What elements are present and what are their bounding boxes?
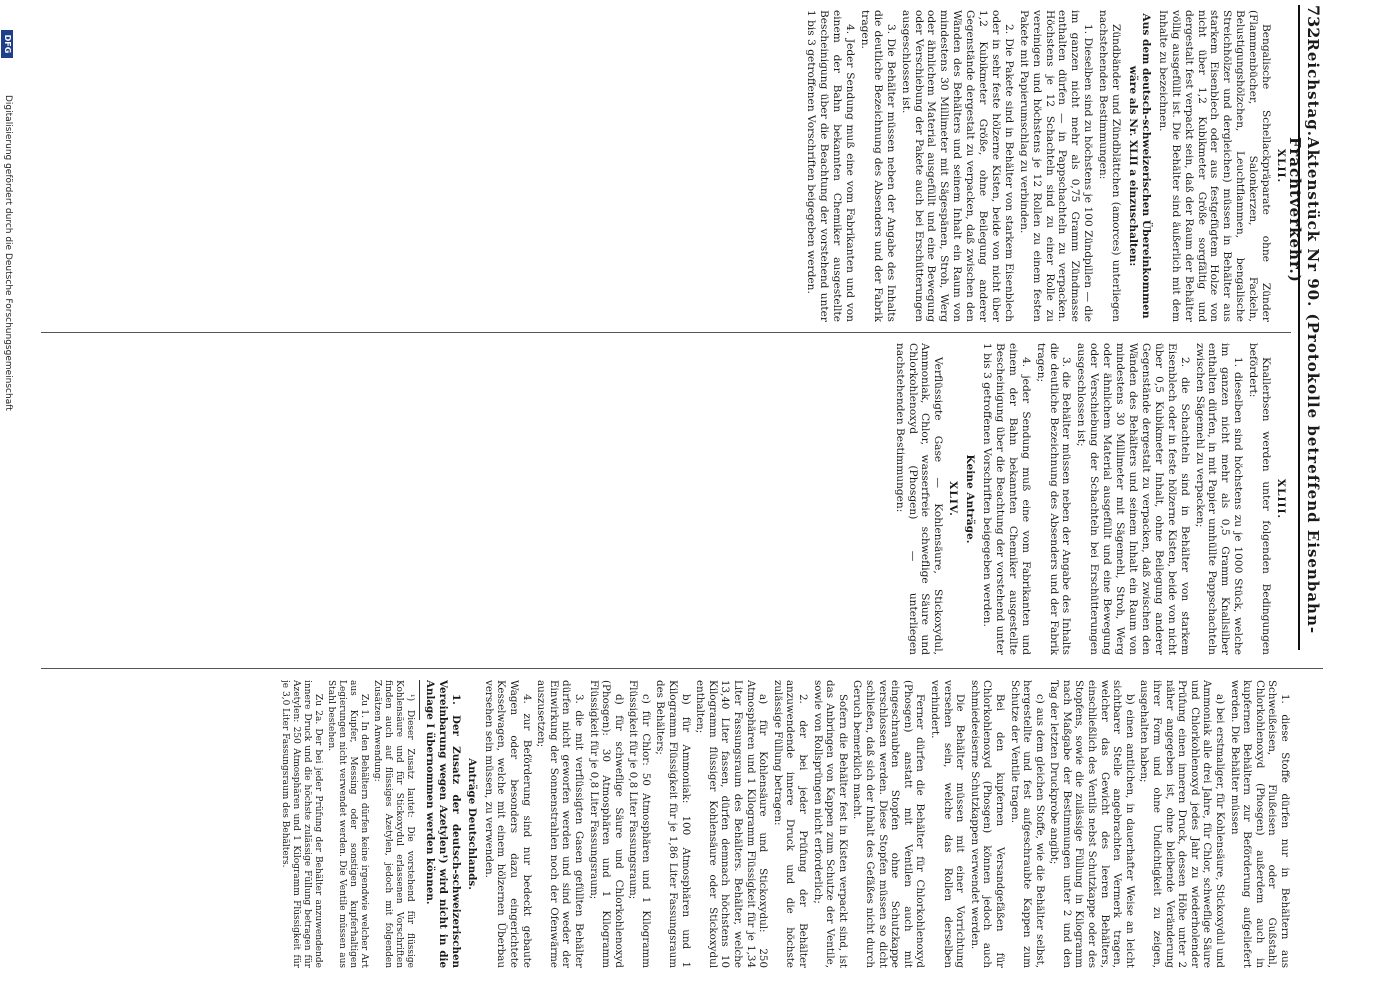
section-subheading: Aus dem deutsch-schweizerischen Übereinkommen wäre als Nr. XLII a einzuschalten: — [1127, 13, 1152, 319]
paragraph: Bei den kupfernen Versandgefäßen für Chlorkohlenoxyd (Phosgen) können jedoch auch schmiedeeiserne Schutzkappen verwendet werden. — [968, 680, 1006, 968]
section-heading: XLIV. — [947, 481, 960, 517]
paragraph: 4. jeder Sendung muß eine vom Fabrikanten und einem der Bahn bekannten Chemiker ausgestellte Bescheinigung über die Beachtung der vorstehend unter 1 bis 3 getroffenen Vorschriften beigegeben werden. — [981, 343, 1032, 655]
footnote-rule — [419, 680, 420, 720]
paragraph: 1. diese Stoffe dürfen nur in Behältern aus Schweißeisen, Flußeisen oder Gußstahl, Chlorkohlenoxyd (Phosgen) außerdem auch in kupfernen Behältern zur Beförderung aufgeliefert werden. Die Behälter müssen — [1228, 680, 1291, 968]
footnote: Zu 2a. Der bei jeder Prüfung der Behälter anzuwendende innere Druck und die höchste zulässige Füllung betragen für Azetylen: 250 Atmosphären und 1 Kilogramm Flüssigkeit für je 3,0 Liter Fassungsraum des Behälters. — [279, 680, 323, 968]
footnote: ¹) Dieser Zusatz lautet: Die vorstehend für flüssige Kohlensäure und für Stickoxydul erlassenen Vorschriften finden auch auf flüssiges Azetylen, jedoch mit folgenden Zusätzen Anwendung: — [371, 680, 415, 968]
paragraph: d) für schweflige Säure und Chlorkohlenoxyd (Phosgen): 30 Atmosphären und 1 Kilogramm Flüssigkeit für je 0,8 Liter Fassungsraum; — [587, 680, 625, 968]
digitization-credit: Digitalisierung gefördert durch die Deutsche Forschungsgemeinschaft — [3, 95, 13, 411]
column-1 — [35, 10, 1291, 322]
page-number: 732 — [1304, 5, 1323, 39]
header-rule — [1298, 5, 1300, 650]
paragraph: 3. die mit verflüssigten Gasen gefüllten Behälter dürfen nicht geworfen werden und sind weder der Einwirkung der Sonnenstrahlen noch der Ofenwärme auszusetzen; — [535, 680, 585, 968]
motions-heading: Anträge Deutschlands. — [466, 758, 479, 890]
paragraph: Bengalische Schellackpräparate ohne Zünder (Flammenbücher, Salonkerzen, Fackeln, Belustigungshölzchen, Leuchtflammen, bengalische Streichhölzer und dergleichen) müssen in Behälter aus starkem Eisenblech oder aus festgefügtem Holze von nicht über 1,2 Kubikmeter Größe sorgfältig und dergestalt fest verpackt sein, daß der Raum der Behälter völlig ausgefüllt ist. Die Behälter sind äußerlich mit dem Inhalte zu bezeichnen. — [1156, 10, 1273, 322]
paragraph: Zündbänder und Zündblättchen (amorces) unterliegen nachstehenden Bestimmungen: — [1097, 10, 1123, 322]
paragraph: 2. Die Pakete sind in Behälter von starkem Eisenblech oder in sehr feste hölzerne Kisten, beide von nicht über 1,2 Kubikmeter Größe, ohne Beilegung anderer Gegenstände dergestalt zu verpacken, daß zwischen den Wänden des Behälters und seinem Inhalt ein Raum von mindestens 30 Millimeter mit Sägespänen, Stroh, Werg oder ähnlichem Material ausgefüllt und eine Bewegung oder Verschiebung der Pakete auch bei Erschütterungen ausgeschlossen ist. — [899, 10, 1015, 322]
paragraph: Verflüssigte Gase — Kohlensäure, Stickoxydul, Ammoniak, Chlor, wasserfreie schweflige Säure und Chlorkohlenoxyd (Phosgen) — unterliegen nachstehenden Bestimmungen: — [893, 343, 945, 655]
section-heading: XLII. — [1275, 148, 1287, 184]
paragraph: 4. zur Beförderung sind nur bedeckt gebaute Wagen oder besonders dazu eingerichtete Kesselwagen, welche mit einem hölzernen Überbau versehen sein müssen, zu verwenden. — [482, 680, 533, 968]
page-header — [1286, 5, 1323, 650]
header-left: Reichstag. — [1304, 38, 1322, 137]
paragraph: a) für Kohlensäure und Stickoxydul: 250 Atmosphären und 1 Kilogramm Flüssigkeit für je 1,34 Liter Fassungsraum des Behälters. Behälter, welche 13,40 Liter fassen, dürfen demnach höchstens 10 Kilogramm flüssiger Kohlensäure oder Stickoxydul enthalten; — [694, 680, 770, 968]
paragraph: Sofern die Behälter fest in Kisten verpackt sind, ist das Anbringen von Kappen zum Schutze der Ventile, sowie von Rollsprüngen nicht erforderlich; — [811, 680, 849, 968]
motion-text: 1. Der Zusatz der deutsch-schweizerischen Vereinbarung wegen Azetylen¹) wird nicht in die Anlage I übernommen werden können. — [424, 680, 462, 968]
paragraph: Die Behälter müssen mit einer Vorrichtung versehen sein, welche das Rollen derselben verhindert. — [928, 680, 967, 968]
dfg-logo: DFG — [1, 30, 13, 58]
paragraph: 1. dieselben sind höchstens zu je 1000 Stück, welche im ganzen nicht mehr als 0,5 Gramm Knallsilber enthalten dürfen, in mit Papier umhüllte Pappschachteln zwischen Sägemehl zu verpacken; — [1193, 343, 1245, 655]
paragraph: 1. Dieselben sind zu höchstens je 100 Zündpillen — die im ganzen nicht mehr als 0,75 Gramm Zündmasse enthalten dürfen — in Pappschachteln zu verpacken. Höchstens je 12 Schachteln sind zu einer Rolle zu vereinigen und höchstens je 12 Rollen zu einem festen Pakete mit Papierumschlag zu verbinden. — [1017, 10, 1095, 322]
column-3 — [35, 680, 1291, 968]
paragraph: b) einen amtlichen, in dauerhafter Weise an leicht sichtbarer Stelle angebrachten Vermerk tragen, welcher das Gewicht des leeren Behälters, einschließlich des Ventils nebst Schutzkappe oder des Stopfens, sowie die zulässige Füllung in Kilogramm nach Maßgabe der Bestimmungen unter 2 und den Tag der letzten Druckprobe angibt; — [1048, 680, 1136, 968]
no-motions-label: Keine Anträge. — [964, 454, 977, 544]
column-divider — [41, 668, 1323, 669]
paragraph: c) für Chlor: 50 Atmosphären und 1 Kilogramm Flüssigkeit für je 0,8 Liter Fassungsraum; — [627, 680, 652, 968]
column-divider — [41, 332, 1291, 333]
paragraph: b) für Ammoniak: 100 Atmosphären und 1 Kilogramm Flüssigkeit für je 1,86 Liter Fassungsraum des Behälters; — [654, 680, 692, 968]
paragraph: c) aus dem gleichen Stoffe, wie die Behälter selbst, hergestellte und fest aufgeschraubte Kappen zum Schutze der Ventile tragen. — [1008, 680, 1046, 968]
paragraph: 3. Die Behälter müssen neben der Angabe des Inhalts die deutliche Bezeichnung des Absenders und der Fabrik tragen. — [858, 10, 897, 322]
paragraph: 2. der bei jeder Prüfung der Behälter anzuwendende innere Druck und die höchste zulässige Füllung betragen: — [771, 680, 810, 968]
paragraph: 4. Jeder Sendung muß eine vom Fabrikanten und von einem der Bahn bekannten Chemiker ausgestellte Bescheinigung über die Beachtung der vorstehend unter 1 bis 3 getroffenen Vorschriften beigegeben werden. — [805, 10, 856, 322]
paragraph: Ferner dürfen die Behälter für Chlorkohlenoxyd (Phosgen) anstatt mit Ventilen auch mit eingeschraubten Stopfen ohne Schutzkappe verschlossen werden. Diese Stopfen müssen so dicht schließen, daß sich der Inhalt des Gefäßes nicht durch Geruch bemerklich macht. — [851, 680, 927, 968]
footnote: Zu 1. In den Behältern dürfen keine irgendwie welcher Art aus Kupfer, Messing oder sonstigen kupferhaltigen Legierungen nicht verwendet werden. Die Ventile müssen aus Stahl bestehen. — [325, 680, 369, 968]
paragraph: 2. die Schachteln sind in Behälter von starkem Eisenblech oder in feste hölzerne Kisten, beide von nicht über 0,5 Kubikmeter Inhalt, ohne Beilegung anderer Gegenstände dergestalt zu verpacken, daß zwischen den Wänden des Behälters und seinem Inhalt ein Raum von mindestens 30 Millimeter mit Sägemehl, Stroh, Werg oder ähnlichem Material ausgefüllt und eine Bewegung oder Verschiebung der Schachteln bei Erschütterungen ausgeschlossen ist; — [1075, 343, 1191, 655]
section-heading: XLIII. — [1275, 478, 1287, 520]
paragraph: a) bei erstmaliger, für Kohlensäure, Stickoxydul und Ammoniak alle drei Jahre, für Chlor, schweflige Säure und Chlorkohlenoxyd jedes Jahr zu wiederholender Prüfung einen inneren Druck, dessen Höhe unter 2 näher angegeben ist, ohne bleibende Veränderung ihrer Form und ohne Undichtigkeit zu zeigen, ausgehalten haben; — [1138, 680, 1227, 968]
paragraph: Knallerbsen werden unter folgenden Bedingungen befördert: — [1247, 343, 1273, 655]
paragraph: 3. die Behälter müssen neben der Angabe des Inhalts die deutliche Bezeichnung des Absenders und der Fabrik tragen; — [1034, 343, 1073, 655]
header-right: Aktenstück Nr 90. (Protokolle betreffend Eisenbahn-Frachtverkehr.) — [1286, 136, 1322, 635]
column-2 — [35, 343, 1291, 655]
